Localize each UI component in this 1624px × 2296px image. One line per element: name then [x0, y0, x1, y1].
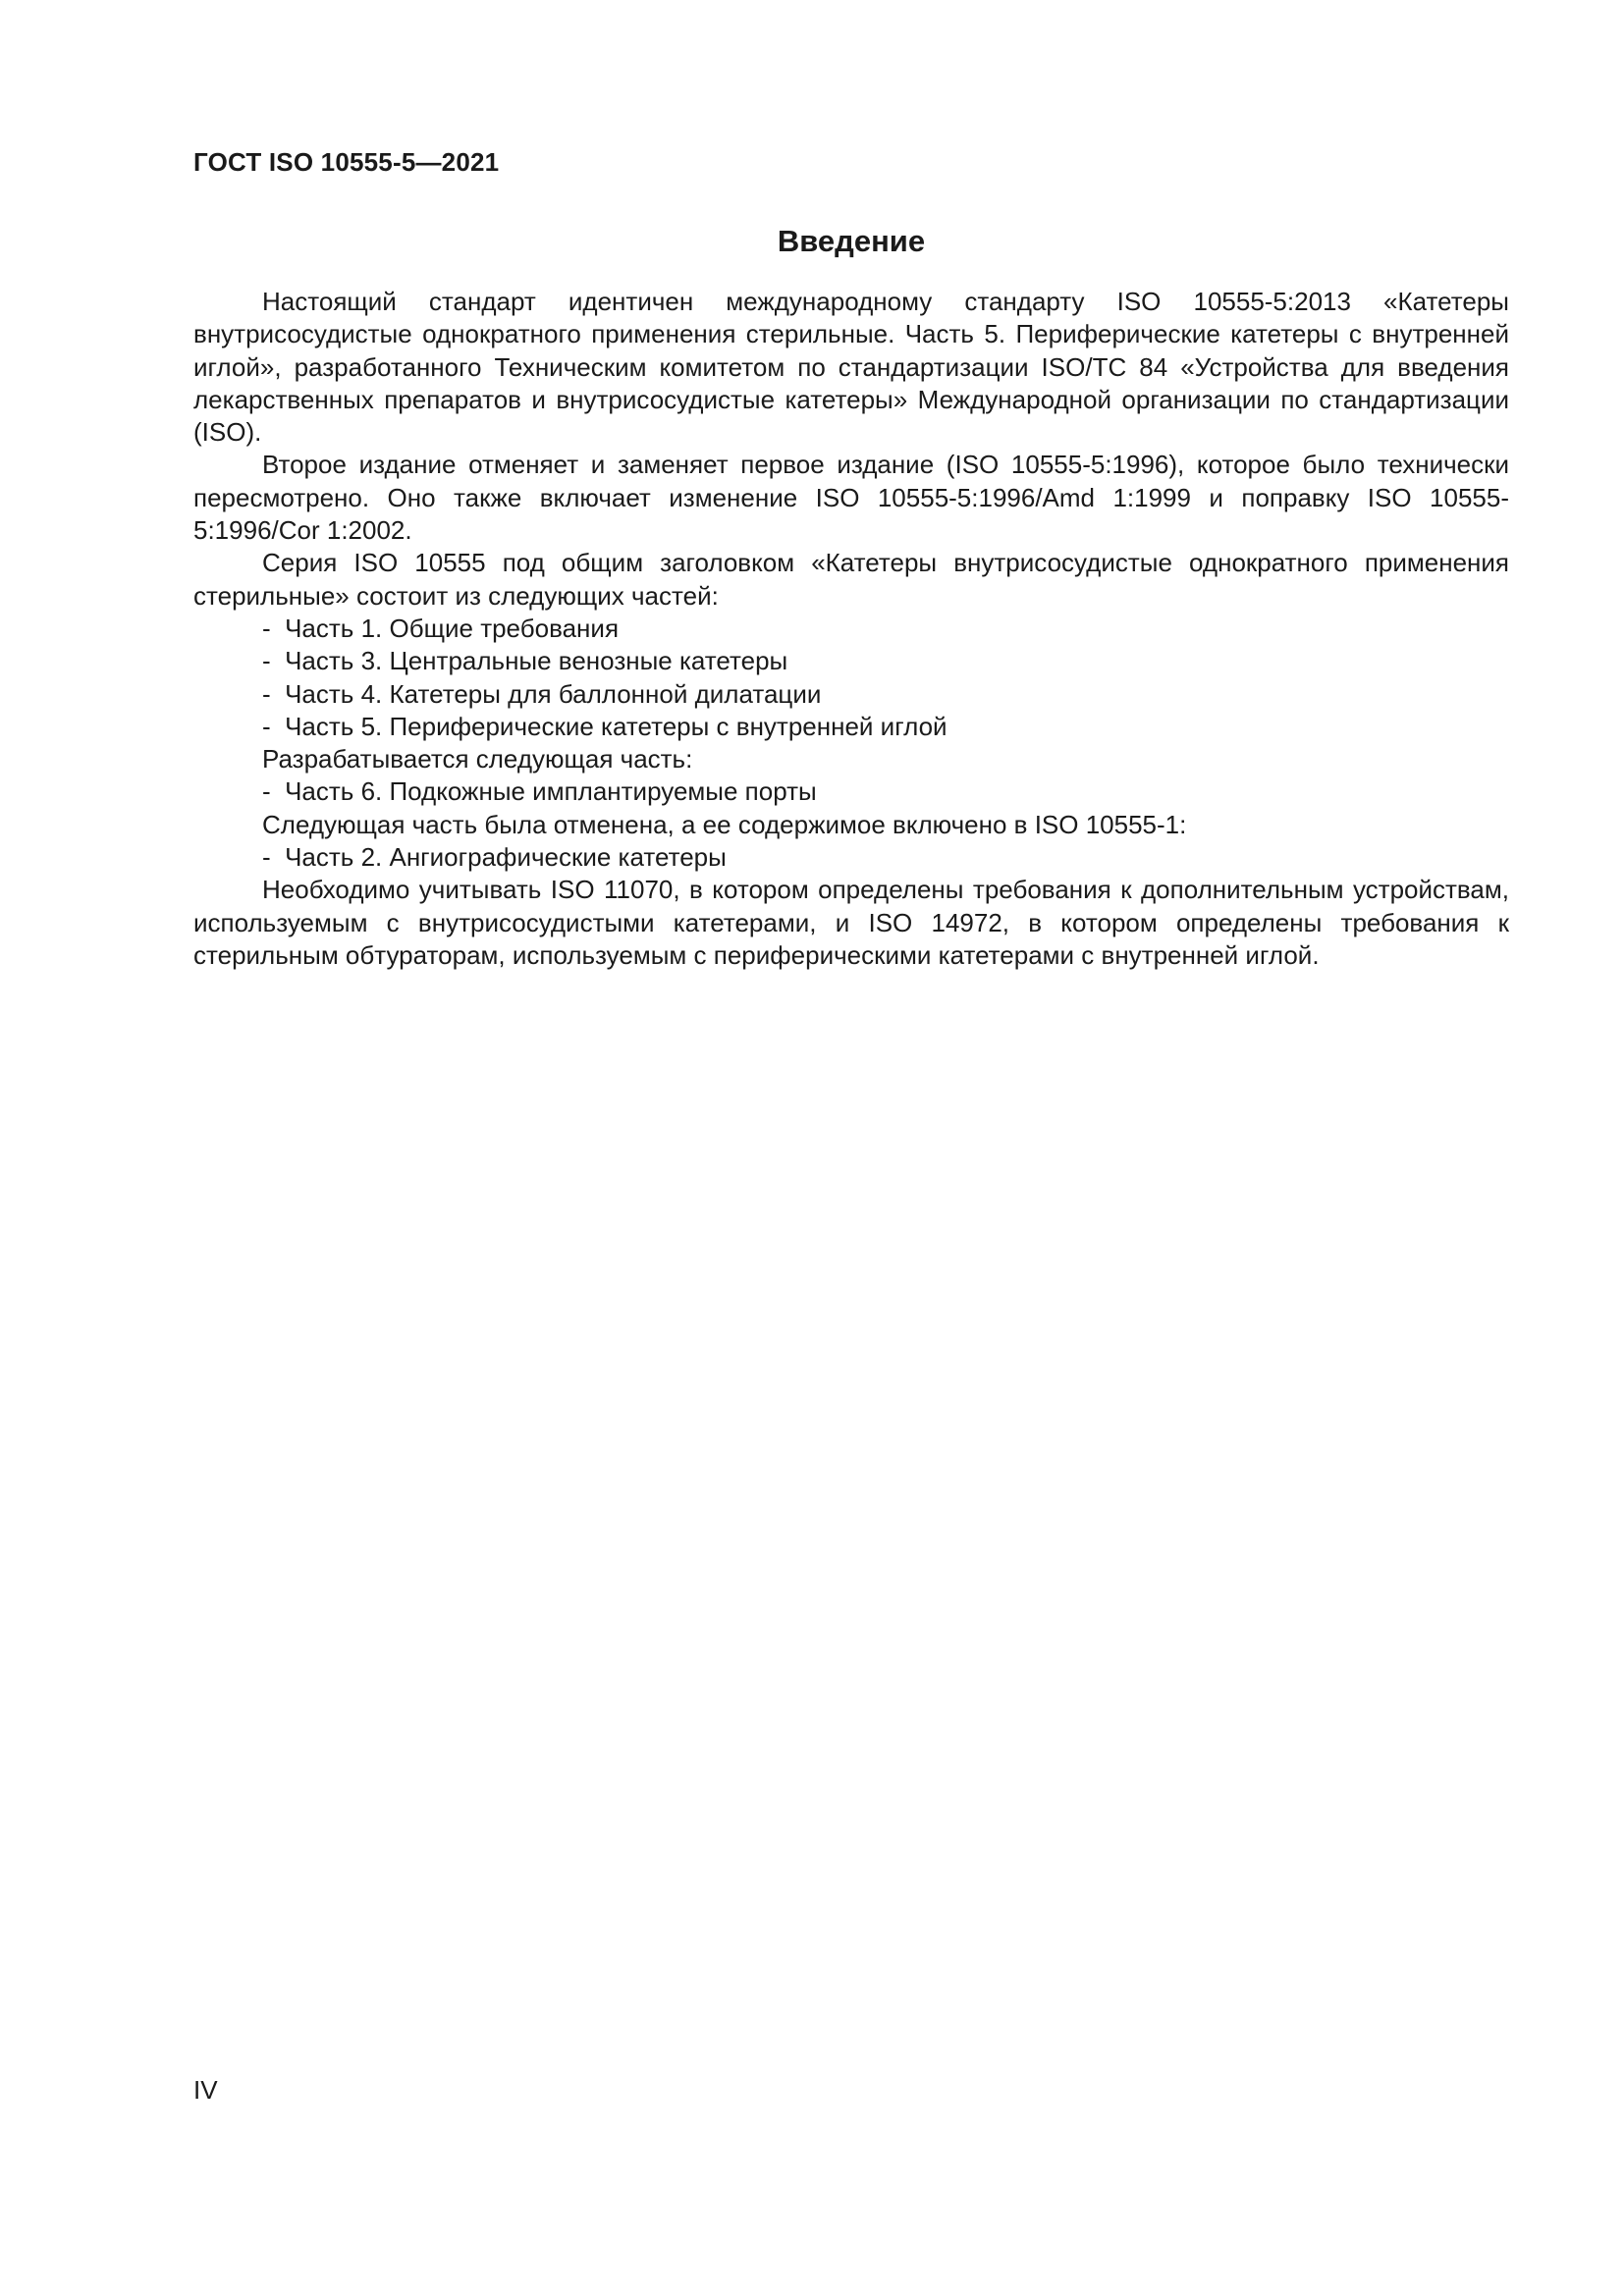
- list-item-part-5: - Часть 5. Периферические катетеры с внутренней иглой: [262, 711, 947, 741]
- list-item-part-6: - Часть 6. Подкожные имплантируемые порты: [262, 776, 817, 807]
- list-item-part-2: - Часть 2. Ангиографические катетеры: [262, 842, 727, 873]
- paragraph-edition-info: Второе издание отменяет и заменяет первое издание (ISO 10555-5:1996), которое было технически пересмотрено. Оно также включает изменение ISO 10555-5:1996/Amd 1:1999 и поправку ISO 10555-5:1996/Cor 1:2002.: [193, 450, 1509, 546]
- paragraph-standard-identity: Настоящий стандарт идентичен международному стандарту ISO 10555-5:2013 «Катетеры внутрисосудистые однократного применения стерильные. Часть 5. Периферические катетеры с внутренней иглой», разработанного Техническим комитетом по стандартизации ISO/TC 84 «Устройства для введения лекарственных препаратов и внутрисосудистые катетеры» Международной организации по стандартизации (ISO).: [193, 287, 1509, 448]
- developing-part-label: Разрабатывается следующая часть:: [262, 744, 693, 774]
- section-title: Введение: [777, 224, 926, 258]
- list-item-part-4: - Часть 4. Катетеры для баллонной дилатации: [262, 678, 822, 709]
- document-code-header: ГОСТ ISO 10555-5—2021: [193, 147, 500, 177]
- list-item-part-1: - Часть 1. Общие требования: [262, 613, 620, 643]
- cancelled-part-label: Следующая часть была отменена, а ее содержимое включено в ISO 10555-1:: [262, 809, 1187, 839]
- introduction-body: [193, 286, 1509, 972]
- paragraph-related-standards: Необходимо учитывать ISO 11070, в котором определены требования к дополнительным устройствам, используемым с внутрисосудистыми катетерами, и ISO 14972, в котором определены требования к стерильным обтураторам, используемым с периферическими катетерами с внутренней иглой.: [193, 875, 1509, 970]
- paragraph-series-info: Серия ISO 10555 под общим заголовком «Катетеры внутрисосудистые однократного применения стерильные» состоит из следующих частей:: [193, 548, 1509, 611]
- page-number: IV: [193, 2075, 218, 2105]
- list-item-part-3: - Часть 3. Центральные венозные катетеры: [262, 646, 788, 676]
